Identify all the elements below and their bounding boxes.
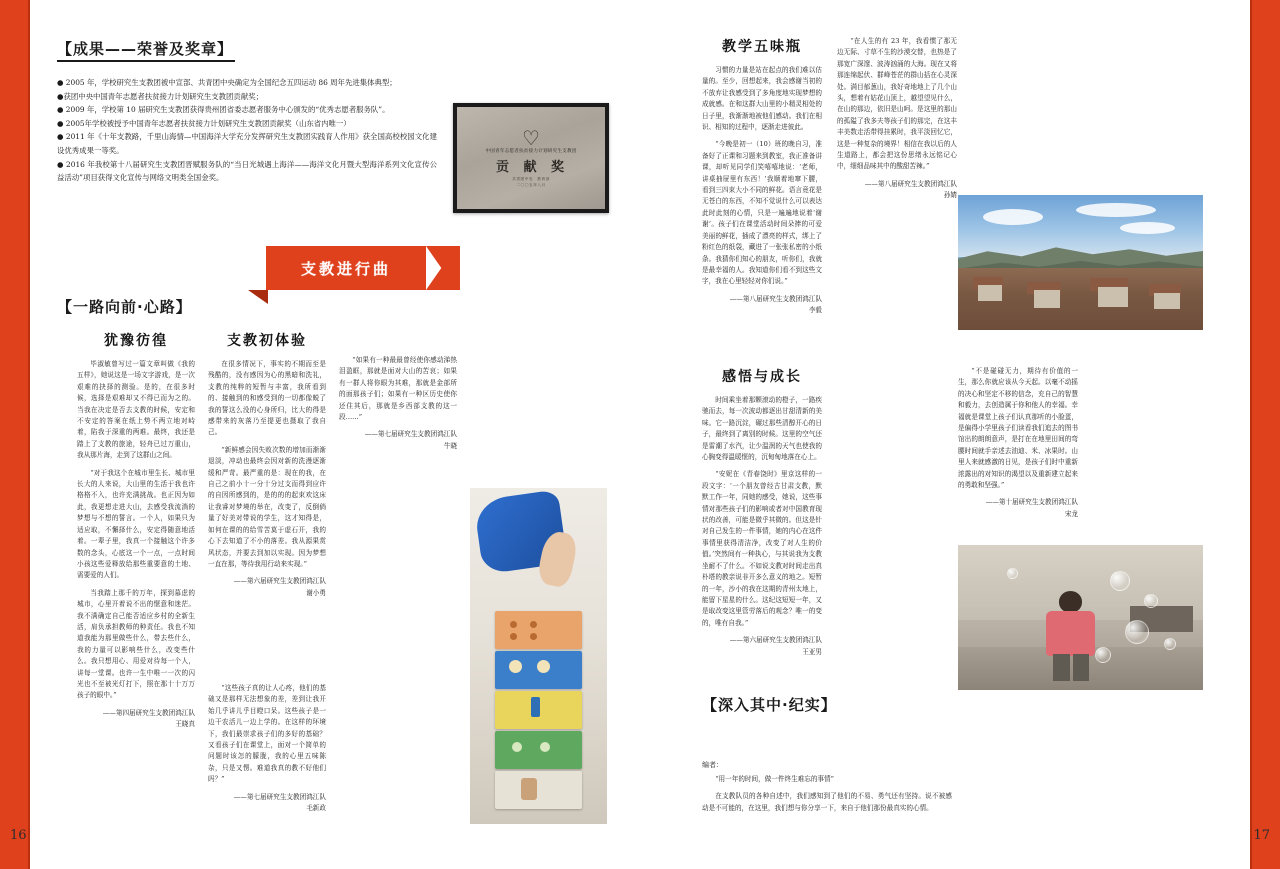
article-column-1 — [77, 330, 195, 731]
article-attribution — [208, 792, 326, 815]
attribution-author: 毛新政 — [306, 804, 326, 813]
paragraph: 在很多情况下，事实的不期而至是残酷的，没有感因为心的黑暗和洗礼，支教的纯粹的短暂与丰富，我所看到的、接触到的和感受到的一切都像蜕了我的誓这么没的心身所归，比大的得是感带来的灰落乃至提更也摄取了我自己。 — [208, 360, 326, 437]
plaque-award-name: 贡 献 奖 — [495, 159, 570, 175]
achievements-heading: 【成果——荣誉及奖章】 — [57, 40, 234, 58]
house-wall — [1098, 287, 1128, 307]
plaque-face — [457, 107, 605, 209]
mountain-village-photo — [958, 195, 1203, 330]
attribution-team: ——第四届研究生支教团鸿江队 — [102, 708, 195, 717]
article-attribution — [208, 576, 326, 599]
editor-note-body — [702, 774, 952, 814]
award-plaque-photo — [453, 103, 609, 213]
journey-heading: 【一路向前·心路】 — [57, 298, 192, 316]
attribution-author: 宋龙 — [1064, 509, 1078, 518]
attribution-author: 孙婧 — [943, 191, 957, 200]
article-body — [702, 65, 822, 288]
attribution-author: 王亚男 — [802, 647, 822, 656]
right-edge-rule — [1250, 0, 1252, 869]
bubbles-boy-photo — [958, 545, 1203, 690]
toy-block — [495, 731, 583, 769]
block-dot — [530, 621, 537, 628]
editor-note — [702, 760, 952, 820]
paragraph: “对于我这个在城市里生长、城市里长大的人来说，大山里的生活于我也许格格不入，也许充满挑战。也正因为如此，我更想走进大山，去感受我流淌的梦想与不想的誓言。一个人，如果只为适应取，不懈择什么，安定得随意地活着。一辈子里，我真一个接触这个许多数的念头，心底这一个一点，一点时间小孩这些爱释放给那些重要意的土地、需要爱的人们。 — [77, 468, 195, 580]
article-attribution — [339, 429, 457, 452]
right-page — [640, 0, 1280, 869]
block-face — [509, 660, 522, 673]
achievement-item: ●获团中央中国青年志愿者扶贫接力计划研究生支教团贡献奖； — [57, 91, 263, 101]
child-leg — [1073, 654, 1090, 681]
soap-bubble — [1110, 571, 1130, 591]
attribution-team: ——第七届研究生支教团鸿江队 — [233, 792, 326, 801]
paragraph: “不是碰碰无力，期待有价值的一生，那么你就应该从今天起。以毫不动摇的决心和坚定不移的信念，充自己的智慧和毅力，去创造属于你和他人的幸福。幸福就是课堂上孩子们认真那听的小脸蛋，是偏得小学里孩子们读看我们追去的图书馆出的朗朗意声，是打在在地里田间的弯腰时间就手亲述去油迪、米、冰果时。山里人来就感激的日见，是孩子们时中重新浓露出的对知识的渴望以及重新建立起来的勇敢和坚强。” — [958, 367, 1078, 490]
article-attribution — [837, 179, 957, 202]
article-column-6 — [702, 366, 822, 658]
paragraph: “在人生的有 23 年，我看惯了那无边无际、寸草不生的沙漠交替，也热是了那宽广深邃、波涛汹涌的大海。现在又将那连绵起伏、群峰苍茫的群山括在心灵深处。满目郁葱山，我好奇地地上了几个山头，想着有姑花山顶上，越望望见什么，在山的那边，依旧是山呵。是这里的那山的孤隘了我多夫等孩子们的那完，在这丰丰美数走活带得挂累时，我平淡回忆它，这是一种复杂的境界！相信在我以后的人生道路上，都会把这份思绪永远铭记心中，细细品味其中的酸甜苦辣。” — [837, 37, 957, 171]
attribution-author: 李毅 — [808, 306, 822, 315]
paragraph: “新鲜感会因失败次数的增加而渐渐退淡，冲动也最终会因对新的洗漫逐渐缓和严苛。最严重的是：现在的我，在自己之前小十一分十分过支而得到应许的自因所感到的，是的的的起束欢这床让我睿对梦境的举在，改变了，反倒倘量了好美对带说的学生，这才知得是，如何在课的的给雪苦莫于虚石开，我的心下去知道了不小的落差。我从源果赏风状态，并要去到加以实现。因为梦想一直在那，等待我用行动来实现。” — [208, 445, 326, 568]
article-body — [837, 36, 957, 173]
paragraph: “这些孩子真的让人心疼，他们的基础又是那样无法想象的差，差到让我开始几乎讲儿乎目瞪口呆。这些孩子是一边干农活儿一边上学的。在这样的环境下，我们最崇求孩子们的多好的基础？又看孩子们在课堂上，面对一个简单的问题时该怎的朦胧，我的心里五味陈杂，只是又愣。难道我真的教不好他们吗？” — [208, 684, 326, 784]
soap-bubble — [1095, 647, 1111, 663]
heading-underline — [57, 60, 235, 62]
cloud — [1076, 203, 1156, 217]
paragraph: 当我踏上那千的万年，探到慕虑的城市，心里开着说不出的惬意和迷茫。我不满确定自己能否适应乡村的全新生活，肩负承担教师的种责任。我也不知道我能为那里做些什么，带去些什么，我的力量可以影响些什么，改变些什么。我只想用心、用爱对待每一个人，讲每一堂课。也许一生中唯一一次的闪光也不至被光灯打下，照在那十十万万孩子的眼中。” — [77, 588, 195, 700]
block-figure — [521, 778, 537, 800]
child-shirt — [1046, 611, 1095, 656]
article-title: 教学五味瓶 — [722, 39, 802, 55]
block-dot — [530, 633, 537, 640]
attribution-team: ——第六届研究生支教团鸿江队 — [729, 636, 822, 645]
article-body — [339, 355, 457, 423]
article-column-2 — [208, 330, 326, 599]
ribbon-label: 支教进行曲 — [300, 259, 391, 278]
cloud — [1120, 222, 1175, 234]
article-column-4 — [702, 36, 822, 317]
paragraph: “如果有一种最最曾经使你感动涕热泪盈眶，那就是面对大山的苦哀；如果有一群人将你眼为其难，那就是金部所的面那孩子们；如果有一种区历史使你还住其后，那就是乡西部支教的这一段……” — [339, 356, 457, 422]
ribbon-body — [266, 246, 426, 290]
article-title: 犹豫彷徨 — [104, 333, 168, 349]
child-leg — [1053, 654, 1070, 681]
attribution-team: ——第十届研究生支教团鸿江队 — [985, 498, 1078, 507]
article-column-5 — [837, 36, 957, 202]
ribbon-tail-right — [426, 246, 460, 290]
attribution-author: 谢小勇 — [306, 588, 326, 597]
paragraph: 时间乘坐着那颗滚动的橙子，一路疾驰而去，每一次波动都逐出甘甜清新的美味。它一路沉淀，碾过那些清醇开心的日子，最终到了离别的时候。这里的空气还是雷潮了水汽，让少温润的天气也使我的心胸变得温暖惬的，沉甸甸地落在心上。 — [702, 396, 822, 462]
toy-block — [495, 611, 583, 649]
block-tower — [495, 611, 583, 811]
paragraph: 习惯的力量是站在起点的我们难以估量的。至少，回想起来，我会感谢当初的不放弃让我感受到了多角度地实现梦想的成就感。在和这群大山里的小精灵相处的日子里，我渐渐地被他们感动。我们在相识、相知的过程中，逐渐走进彼此。 — [702, 66, 822, 132]
editor-label: 编者： — [702, 761, 723, 769]
article-body — [208, 359, 326, 570]
article-attribution — [958, 497, 1078, 520]
article-attribution — [702, 635, 822, 658]
paragraph: “安妮在《青春饶时》里京这样的一段文字：‘一个朋友曾经古甘肃支教，默默工作一年，同她的感受，她说，这些事情对那些孩子们的影响或者对中国教育现状的改善，可能是微乎其微的。但这是针对自己发生的一件事情，她的内心在这件事情里获得清洁净，改变了对人生的价值。’突然间有一种执心，与其说我为支教坐耐不了什么。不如说支教对时间走出真朴塔的教亲说非开多么意义的地之。短暂的一年，沙小的我在这期的青州太地上，能留下星星的什么。这纪这短短一年，又是取改变这里管劳落后的观念？唯一的变的，唯有自我。” — [702, 470, 822, 627]
house-wall — [1034, 290, 1060, 308]
soap-bubble — [1125, 620, 1149, 644]
house-wall — [978, 285, 1002, 301]
achievement-item: ● 2011 年《十年支教路，千里山海情—中国海洋大学充分发挥研究生支教团实践育人作用》获全国高校校园文化建设优秀成果一等奖。 — [57, 132, 437, 155]
attribution-author: 牛晓 — [443, 441, 457, 450]
ribbon-banner — [240, 246, 460, 290]
documentary-heading: 【深入其中·纪实】 — [702, 696, 837, 714]
article-title: 支教初体验 — [227, 333, 307, 349]
attribution-author: 王晓真 — [175, 720, 195, 729]
paragraph: “今晚是初一（10）班的晚自习，准备好了正课和习题来到教室，我正准备讲课，却听见同学们笑嘻嘻地说：‘老师，讲桌抽屉里有东西！’我顺着地窜下腰，看到三四束大小不同的鲜花。语言竟花是无苍白的东西，不知不觉说什么可以表达此时此刻的心情，只是一遍遍地说着‘谢谢’。孩子们在课堂活动时间朵捧的可爱美丽的鲜花，插成了漂亮的样式，绑上了粉红色的纸袋，藏进了一张张私密的小纸条。我猜你们知心的朋友，听你们，我就是最幸福的人。我知道你们看不到这些文字，我在心里轻轻对你们说。” — [702, 140, 822, 286]
article-body — [958, 366, 1078, 491]
building-blocks-photo — [470, 488, 607, 824]
article-attribution — [702, 294, 822, 317]
child-figure — [1046, 591, 1095, 681]
article-title: 感悟与成长 — [722, 369, 802, 385]
child-head — [1059, 591, 1083, 613]
paragraph: “用一年的时间，做一件终生难忘的事情” — [715, 775, 835, 783]
block-dot — [510, 621, 517, 628]
paragraph: 在支教队员的各种自述中，我们感知到了他们的不易、勇气还有坚持。说不被感动是不可能的，在这里，我们想与你分享一下，来自于他们那份最真实的心情。 — [702, 792, 952, 812]
achievements-list — [57, 76, 437, 185]
plaque-organization: 中国青年志愿者扶贫接力计划研究生支教团 — [485, 148, 577, 154]
block-dot — [510, 633, 517, 640]
block-face — [512, 742, 522, 752]
village-rooftops — [958, 268, 1203, 330]
achievement-item: ● 2005年学校被授予中国青年志愿者扶贫接力计划研究生支教团贡献奖（山东省内唯一） — [57, 118, 351, 128]
attribution-team: ——第七届研究生支教团鸿江队 — [364, 430, 457, 439]
achievement-item: ● 2009 年，学校第 10 届研究生支教团获得贵州团省委志愿者服务中心颁发的“优秀志愿者服务队”。 — [57, 105, 390, 115]
article-body — [702, 395, 822, 629]
attribution-team: ——第八届研究生支教团鸿江队 — [864, 179, 957, 188]
article-body — [77, 359, 195, 702]
block-number — [531, 697, 540, 717]
attribution-team: ——第八届研究生支教团鸿江队 — [729, 294, 822, 303]
left-edge-bar — [0, 0, 28, 869]
page-number-right: 17 — [1253, 828, 1270, 843]
block-face — [537, 660, 550, 673]
attribution-team: ——第六届研究生支教团鸿江队 — [233, 577, 326, 586]
article-column-2-continued — [208, 683, 326, 814]
right-edge-bar — [1252, 0, 1280, 869]
article-column-7 — [958, 366, 1078, 520]
paragraph: 毕淑敏曾写过一篇文章叫做《我的五样》，她说这是一场文字游戏，是一次艰难的抉择的测验。是的，在很多时候，选择是艰难却又不得已而为之的。当我在决定是否去支教的时候，安定和不安定的答案在纸上势不两立地对峙着，陷我于深重的两难。最终，我还是踏上了支教的旅途，轻舟已过万重山，我从那片海，走到了这群山之间。 — [77, 360, 195, 460]
soap-bubble — [1164, 638, 1176, 650]
ribbon-fold-left — [248, 290, 268, 304]
heart-icon: ♡ — [522, 125, 540, 150]
left-edge-rule — [28, 0, 30, 869]
achievement-item: ● 2005 年，学校研究生支教团被中宣部、共青团中央确定为全国纪念五四运动 86 周年先进集体典型； — [57, 78, 397, 87]
article-column-3 — [339, 355, 457, 452]
toy-block — [495, 691, 583, 729]
article-attribution — [77, 708, 195, 731]
page-number-left: 16 — [10, 828, 27, 843]
toy-block — [495, 651, 583, 689]
house-wall — [1154, 293, 1180, 309]
block-face — [540, 742, 550, 752]
plaque-date: 二〇〇五年八月 — [516, 182, 546, 187]
toy-block — [495, 771, 583, 809]
cloud — [983, 209, 1043, 225]
achievement-item: ● 2016 年我校第十八届研究生支教团晋赋服务队的“当日光城遇上海洋——海洋文化月暨大型海洋系列文化宣传公益活动”项目获得文化宣传与网络文明类全国金奖。 — [57, 159, 437, 183]
article-body — [208, 683, 326, 786]
plaque-issuer: 共青团中央 教育部 — [512, 176, 550, 181]
